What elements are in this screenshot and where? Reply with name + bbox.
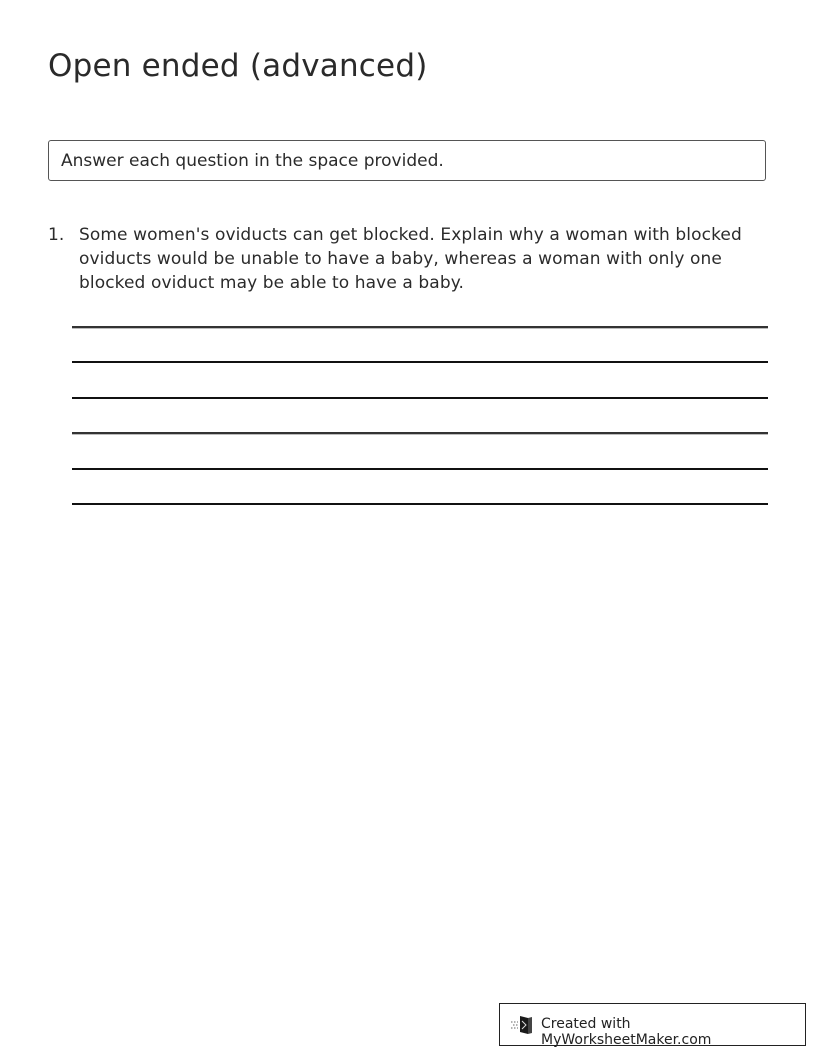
answer-line-6[interactable] — [72, 503, 768, 505]
worksheet-maker-logo-icon — [510, 1014, 536, 1036]
created-with-badge[interactable] — [499, 1003, 806, 1046]
instructions-text: Answer each question in the space provided. — [61, 151, 444, 171]
answer-line-1[interactable] — [72, 326, 768, 329]
instructions-box — [48, 140, 766, 181]
question-number: 1. — [48, 225, 65, 245]
answer-line-4[interactable] — [72, 432, 768, 435]
worksheet-title: Open ended (advanced) — [48, 48, 428, 84]
answer-line-5[interactable] — [72, 468, 768, 470]
question-text: Some women's oviducts can get blocked. Explain why a woman with blocked oviducts would be unable to have a baby, whereas a woman with only one blocked oviduct may be able to have a baby. — [79, 225, 742, 293]
answer-line-2[interactable] — [72, 361, 768, 363]
answer-line-3[interactable] — [72, 397, 768, 399]
badge-text: Created with MyWorksheetMaker.com — [541, 1016, 712, 1048]
